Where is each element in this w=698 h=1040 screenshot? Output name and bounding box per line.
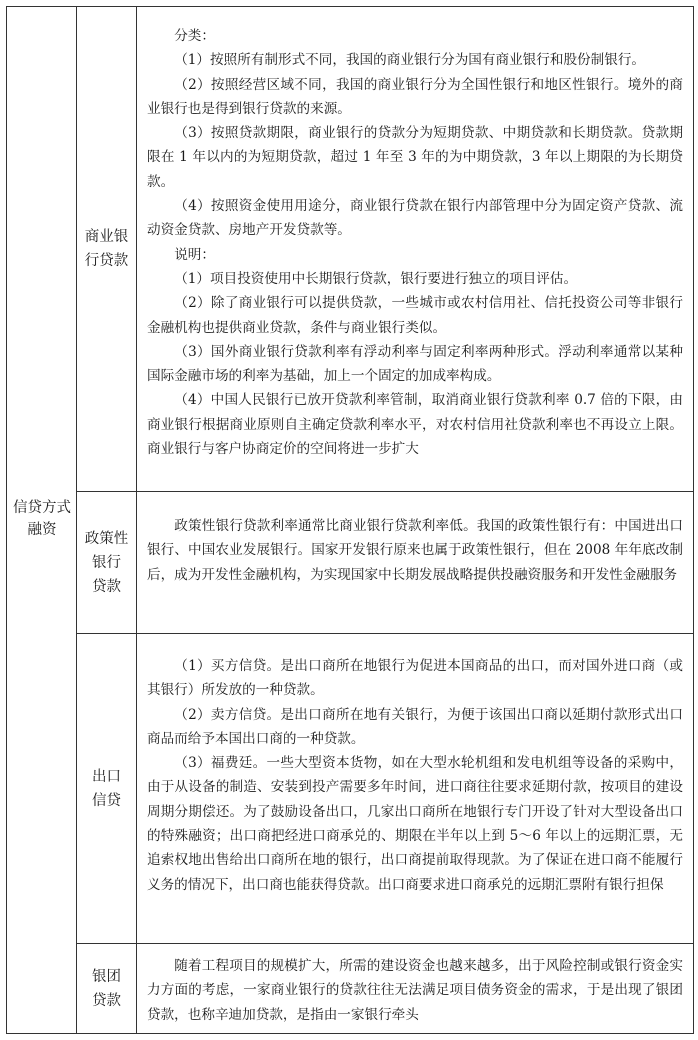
paragraph: （4）按照资金使用用途分，商业银行贷款在银行内部管理中分为固定资产贷款、流动资金贷款、房地产开发贷款等。 <box>147 198 683 239</box>
paragraph: （1）项目投资使用中长期银行贷款，银行要进行独立的项目评估。 <box>174 270 578 287</box>
main-category-cell <box>7 7 77 1033</box>
paragraph: （2）按照经营区域不同，我国的商业银行分为全国性银行和地区性银行。境外的商业银行也是得到银行贷款的来源。 <box>147 76 683 117</box>
row-label-line: 贷款 <box>92 992 121 1009</box>
financing-table <box>6 6 694 1034</box>
row-label <box>77 944 137 1033</box>
paragraph: （1）按照所有制形式不同，我国的商业银行分为国有商业银行和股份制银行。 <box>174 52 646 69</box>
row-label <box>77 492 137 633</box>
paragraph: （3）按照贷款期限，商业银行的贷款分为短期贷款、中期贷款和长期贷款。贷款期限在 1 年以内的为短期贷款，超过 1 年至 3 年的为中期贷款，3 年以上期限的为长期贷款。 <box>147 125 683 190</box>
row-label-line: 银团 <box>92 968 121 985</box>
main-category-line: 融资 <box>27 522 57 538</box>
row-content <box>137 634 693 943</box>
table-row-export-credit <box>77 633 693 943</box>
paragraph: （2）卖方信贷。是出口商所在地有关银行，为便于该国出口商以延期付款形式出口商品而给予本国出口商的一种贷款。 <box>147 706 683 747</box>
row-label <box>77 634 137 943</box>
paragraph: 政策性银行贷款利率通常比商业银行贷款利率低。我国的政策性银行有：中国进出口银行、中国农业发展银行。国家开发银行原来也属于政策性银行，但在 2008 年年底改制后，成为开发性金融机构，为实现国家中长期发展战略提供投融资服务和开发性金融服务 <box>147 518 683 583</box>
paragraph: （1）买方信贷。是出口商所在地银行为促进本国商品的出口，而对国外进口商（或其银行）所发放的一种贷款。 <box>147 658 683 699</box>
row-label-line: 银行 <box>92 554 121 571</box>
row-content <box>137 7 693 491</box>
row-label-line: 出口 <box>92 768 121 785</box>
paragraph: （4）中国人民银行已放开贷款利率管制，取消商业银行贷款利率 0.7 倍的下限，由商业银行根据商业原则自主确定贷款利率水平，对农村信用社贷款利率也不再设立上限。商业银行与客户协商定价的空间将进一步扩大 <box>147 392 683 458</box>
paragraph: （3）福费廷。一些大型资本货物，如在大型水轮机组和发电机组等设备的采购中，由于从设备的制造、安装到投产需要多年时间，进口商往往要求延期付款，按项目的建设周期分期偿还。为了鼓励设备出口，几家出口商所在地银行专门开设了针对大型设备出口的特殊融资；出口商把经进口商承兑的、期限在半年以上到 5～6 年以上的远期汇票，无追索权地出售给出口商所在地的银行，出口商提前取得现款。为了保证在进口商不能履行义务的情况下，出口商也能获得贷款。出口商要求进口商承兑的远期汇票附有银行担保 <box>147 755 683 893</box>
row-label-line: 信贷 <box>92 792 121 809</box>
main-category-label <box>7 497 77 541</box>
paragraph: （3）国外商业银行贷款利率有浮动利率与固定利率两种形式。浮动利率通常以某种国际金融市场的利率为基础，加上一个固定的加成率构成。 <box>147 343 683 385</box>
paragraph: 分类： <box>174 28 215 44</box>
row-label <box>77 7 137 491</box>
row-content <box>137 492 693 633</box>
table-row-commercial-bank-loan <box>77 7 693 491</box>
row-label-line: 贷款 <box>92 578 121 595</box>
row-content <box>137 944 693 1033</box>
paragraph: 随着工程项目的规模扩大，所需的建设资金也越来越多，出于风险控制或银行资金实力方面的考虑，一家商业银行的贷款往往无法满足项目债务资金的需求，于是出现了银团贷款，也称辛迪加贷款，是指由一家银行牵头 <box>147 958 683 1023</box>
row-label-line: 商业银 <box>84 229 129 245</box>
row-label-line: 行贷款 <box>84 253 129 269</box>
table-row-policy-bank-loan <box>77 491 693 633</box>
table-row-syndicated-loan <box>77 943 693 1033</box>
main-category-line: 信贷方式 <box>13 500 71 516</box>
paragraph: （2）除了商业银行可以提供贷款，一些城市或农村信用社、信托投资公司等非银行金融机构也提供商业贷款，条件与商业银行类似。 <box>147 295 683 336</box>
paragraph: 说明： <box>174 246 215 263</box>
row-label-line: 政策性 <box>84 530 129 547</box>
